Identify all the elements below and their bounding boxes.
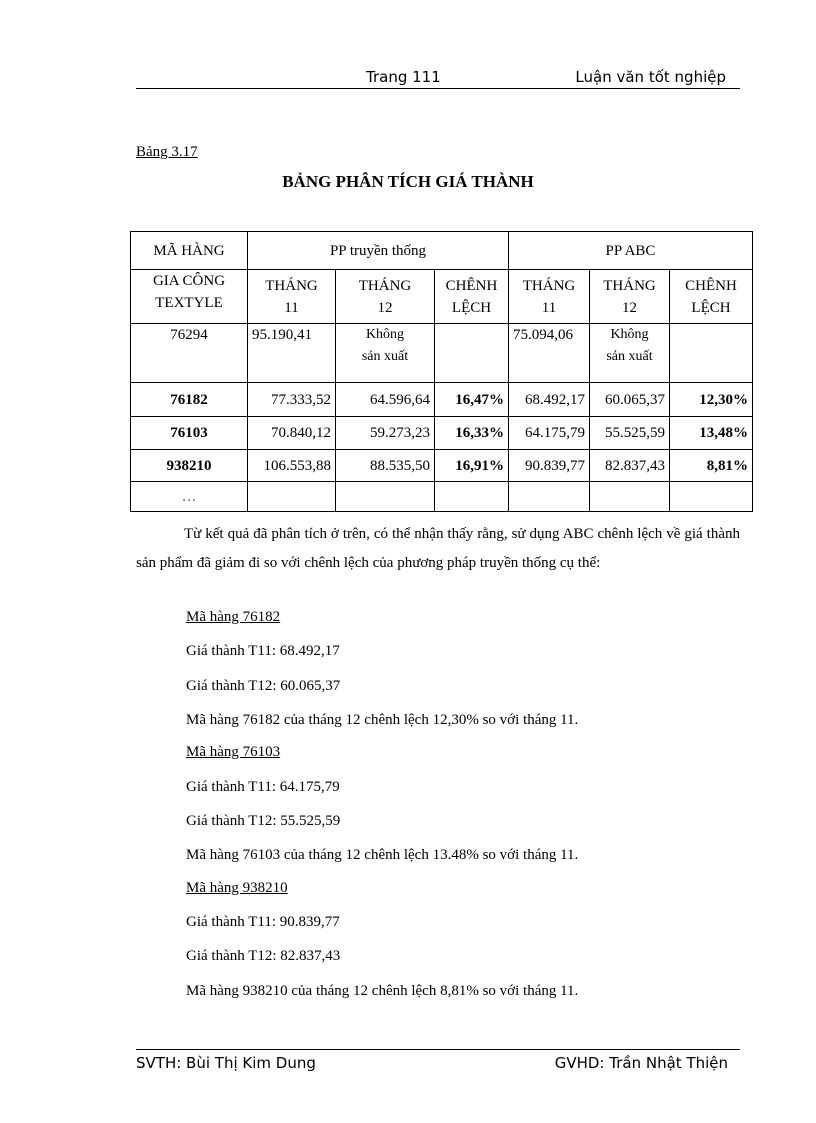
table-row: 76182 77.333,52 64.596,64 16,47% 68.492,17 60.065,37 12,30% [131, 383, 753, 417]
cost-analysis-table [130, 231, 753, 512]
item-line: Mã hàng 76103 của tháng 12 chênh lệch 13.48% so với tháng 11. [186, 847, 579, 863]
header-a-month12: THÁNG 12 [590, 270, 670, 324]
header-code-top: MÃ HÀNG [131, 232, 248, 270]
advisor-name: GVHD: Trần Nhật Thiện [554, 1054, 728, 1072]
item-line: Giá thành T11: 90.839,77 [186, 914, 340, 930]
table-row: 76103 70.840,12 59.273,23 16,33% 64.175,79 55.525,59 13,48% [131, 417, 753, 450]
item-line: Mã hàng 938210 của tháng 12 chênh lệch 8,81% so với tháng 11. [186, 983, 579, 999]
table-row: 938210 106.553,88 88.535,50 16,91% 90.839,77 82.837,43 8,81% [131, 450, 753, 482]
table-row: 76294 95.190,41 Không sản xuất 75.094,06 Không sản xuất [131, 324, 753, 383]
header-abc: PP ABC [509, 232, 753, 270]
header-traditional: PP truyền thống [248, 232, 509, 270]
table-title: BẢNG PHÂN TÍCH GIÁ THÀNH [282, 172, 534, 191]
student-name: SVTH: Bùi Thị Kim Dung [136, 1054, 316, 1072]
item-line: Giá thành T12: 55.525,59 [186, 813, 341, 829]
analysis-paragraph: Từ kết quả đã phân tích ở trên, có thể nhận thấy rằng, sử dụng ABC chênh lệch về giá thành sản phẩm đã giảm đi so với chênh lệch của phương pháp truyền thống cụ thể: [136, 526, 740, 571]
table-header-row [131, 232, 753, 270]
header-a-diff: CHÊNH LỆCH [670, 270, 753, 324]
item-line: Mã hàng 76182 của tháng 12 chênh lệch 12,30% so với tháng 11. [186, 712, 579, 728]
item-line: Giá thành T12: 60.065,37 [186, 678, 341, 694]
thesis-title: Luận văn tốt nghiệp [575, 68, 726, 86]
item-line: Giá thành T12: 82.837,43 [186, 948, 341, 964]
header-t-diff: CHÊNH LỆCH [435, 270, 509, 324]
page-number: Trang 111 [366, 68, 441, 86]
header-t-month11: THÁNG 11 [248, 270, 336, 324]
item-heading-76182: Mã hàng 76182 [186, 609, 281, 625]
table-label: Bảng 3.17 [136, 144, 198, 160]
page-header [136, 66, 740, 89]
header-t-month12: THÁNG 12 [336, 270, 435, 324]
item-line: Giá thành T11: 68.492,17 [186, 643, 340, 659]
item-line: Giá thành T11: 64.175,79 [186, 779, 340, 795]
table-row-ellipsis: … [131, 482, 753, 512]
item-heading-938210: Mã hàng 938210 [186, 880, 288, 896]
header-code-bottom: GIA CÔNG TEXTYLE [131, 270, 248, 324]
table-subheader-row [131, 270, 753, 324]
item-heading-76103: Mã hàng 76103 [186, 744, 281, 760]
header-a-month11: THÁNG 11 [509, 270, 590, 324]
page-footer [136, 1049, 740, 1072]
